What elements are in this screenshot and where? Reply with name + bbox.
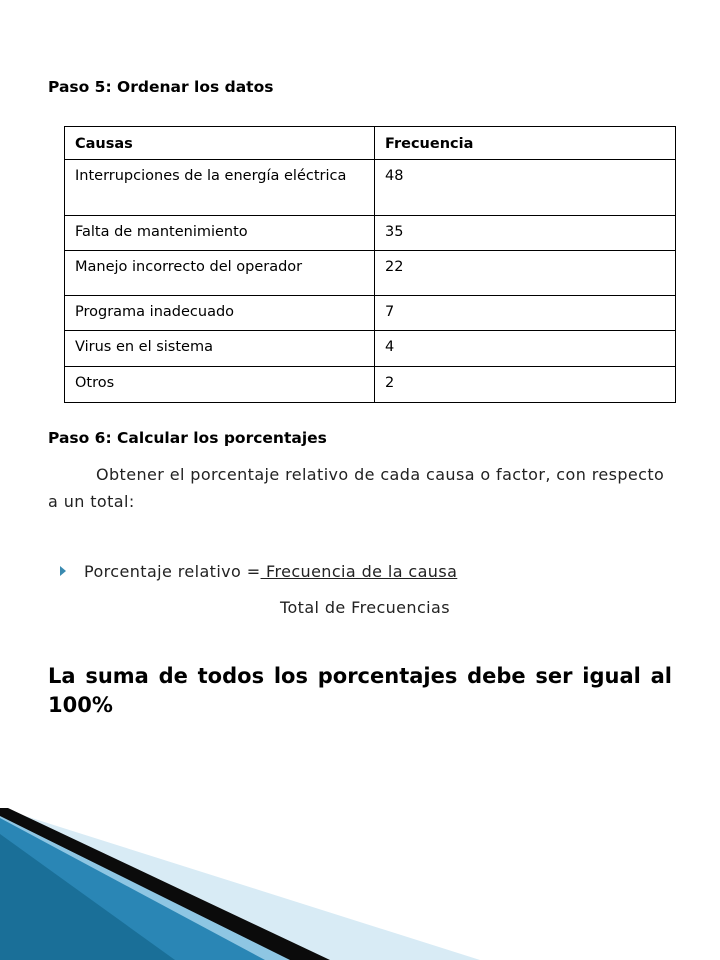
cause-cell: Virus en el sistema [65,331,375,367]
cause-cell: Programa inadecuado [65,296,375,331]
frequency-cell: 4 [375,331,676,367]
formula-denominator: Total de Frecuencias [280,598,450,617]
step-5-heading: Paso 5: Ordenar los datos [48,78,274,96]
cause-cell: Manejo incorrecto del operador [65,251,375,296]
formula-numerator: Frecuencia de la causa [260,562,458,581]
table-header-frequency: Frecuencia [375,127,676,160]
formula-numerator-line [60,562,457,581]
description-text: Obtener el porcentaje relativo de cada causa o factor, con respecto a un total: [48,465,665,511]
cause-label: Interrupciones de la energía eléctrica [75,168,347,184]
frequency-cell: 2 [375,367,676,403]
table-row [65,216,676,251]
frequency-cell: 35 [375,216,676,251]
cause-cell: Falta de mantenimiento [65,216,375,251]
corner-swoosh-decoration [0,790,720,960]
table-header-causes: Causas [65,127,375,160]
cause-cell: Otros [65,367,375,403]
bullet-arrow-icon [60,566,66,576]
step-6-description [48,461,668,515]
causes-frequency-table [64,126,676,403]
cause-cell [65,160,375,216]
conclusion-text: La suma de todos los porcentajes debe ser igual al 100% [48,664,672,717]
step-6-heading: Paso 6: Calcular los porcentajes [48,429,327,447]
table-row [65,296,676,331]
table-row [65,160,676,216]
table-row [65,367,676,403]
frequency-cell: 22 [375,251,676,296]
formula-label: Porcentaje relativo = [84,562,261,581]
table-header-row [65,127,676,160]
table-row [65,331,676,367]
frequency-cell: 48 [375,160,676,216]
frequency-cell: 7 [375,296,676,331]
table-row [65,251,676,296]
